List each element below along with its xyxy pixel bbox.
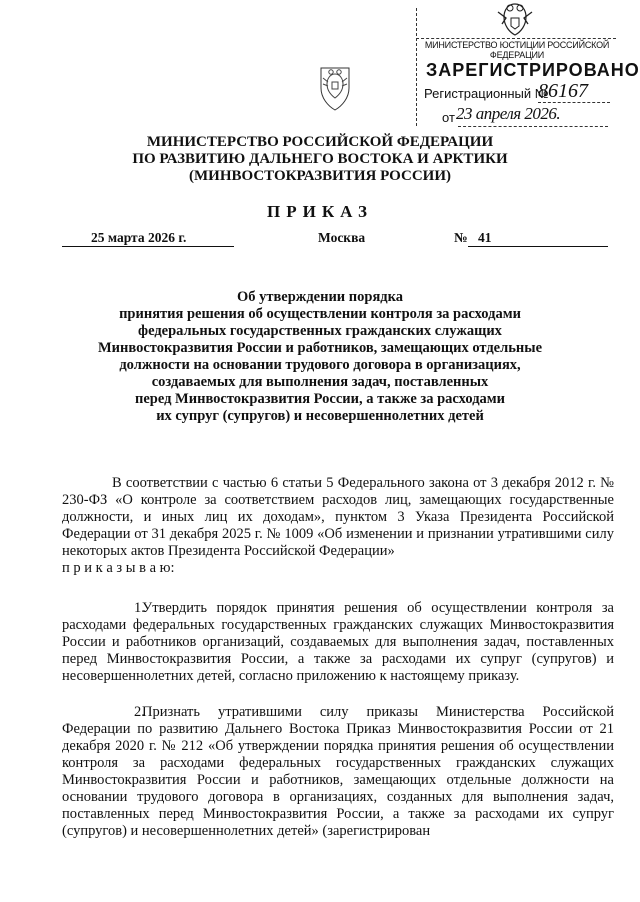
item-text: Признать утратившими силу приказы Министерства Российской Федерации по развитию Дальнего Востока Приказ Минвостокразвития России от 21 декабря 2020 г. № 212 «Об утверждении порядка принятия решения об осуществлении контроля за расходами федеральных государственных гражданских служащих Минвостокразвития России и работников, замещающих отдельные должности на основании трудового договора в организациях, созданных для выполнения задач, поставленных перед Минвостокразвития России, а также за расходами их супруг (супругов) и несовершеннолетних детей» (зарегистрирован — [62, 704, 614, 839]
document-city: Москва — [318, 230, 366, 245]
order-word: п р и к а з ы в а ю: — [62, 560, 175, 576]
stamp-registration-date: 23 апреля 2026. — [456, 104, 561, 123]
document-number: 41 — [478, 230, 492, 245]
document-date: 25 марта 2026 г. — [91, 230, 187, 245]
title-line: создаваемых для выполнения задач, поставленных — [151, 374, 489, 390]
stamp-date-prefix: от — [442, 110, 455, 125]
registration-stamp — [414, 0, 640, 130]
stamp-emblem-icon — [492, 0, 538, 38]
preamble-text: В соответствии с частью 6 статьи 5 Федерального закона от 3 декабря 2012 г. № 230-ФЗ «О контроле за соответствием расходов лиц, замещающих государственные должности, и иных лиц их доходам», пунктом 3 Указа Президента Российской Федерации от 31 декабря 2025 г. № 1009 «Об изменении и признании утратившими силу некоторых актов Президента Российской Федерации» — [62, 475, 614, 559]
order-item — [62, 704, 614, 840]
ministry-name-line: МИНИСТЕРСТВО РОССИЙСКОЙ ФЕДЕРАЦИИ — [146, 134, 494, 150]
number-underline — [468, 246, 608, 247]
number-sign: № — [454, 230, 468, 245]
stamp-ministry-line: МИНИСТЕРСТВО ЮСТИЦИИ РОССИЙСКОЙ ФЕДЕРАЦИИ — [424, 40, 610, 60]
ministry-name — [0, 134, 640, 185]
stamp-registration-number: 86167 — [538, 80, 588, 102]
preamble-paragraph — [62, 475, 614, 577]
title-line: перед Минвостокразвития России, а также за расходами — [134, 391, 506, 407]
document-type: ПРИКАЗ — [267, 202, 373, 221]
title-line: принятия решения об осуществлении контроля за расходами — [119, 306, 521, 322]
order-item — [62, 600, 614, 685]
title-line: федеральных государственных гражданских служащих — [138, 323, 502, 339]
document-title — [0, 289, 640, 425]
coat-of-arms-icon — [313, 62, 357, 112]
item-text: Утвердить порядок принятия решения об осуществлении контроля за расходами федеральных государственных гражданских служащих Минвостокразвития России и работников организаций, создаваемых для выполнения задач, поставленных перед Минвостокразвития России, а также за расходами их супруг (супругов) и несовершеннолетних детей, согласно приложению к настоящему приказу. — [62, 600, 614, 684]
ministry-name-line: (МИНВОСТОКРАЗВИТИЯ РОССИИ) — [189, 168, 451, 184]
stamp-registration-label: Регистрационный № — [424, 86, 549, 101]
title-line: должности на основании трудового договора в организациях, — [119, 357, 521, 373]
item-number: 1. — [134, 600, 145, 616]
item-number: 2. — [134, 704, 145, 720]
title-line: их супруг (супругов) и несовершеннолетних детей — [156, 408, 484, 424]
stamp-registered-label: ЗАРЕГИСТРИРОВАНО — [426, 60, 640, 80]
title-line: Минвостокразвития России и работников, замещающих отдельные — [97, 340, 543, 356]
ministry-name-line: ПО РАЗВИТИЮ ДАЛЬНЕГО ВОСТОКА И АРКТИКИ — [132, 151, 508, 167]
date-underline — [62, 246, 234, 247]
title-line: Об утверждении порядка — [236, 289, 404, 305]
